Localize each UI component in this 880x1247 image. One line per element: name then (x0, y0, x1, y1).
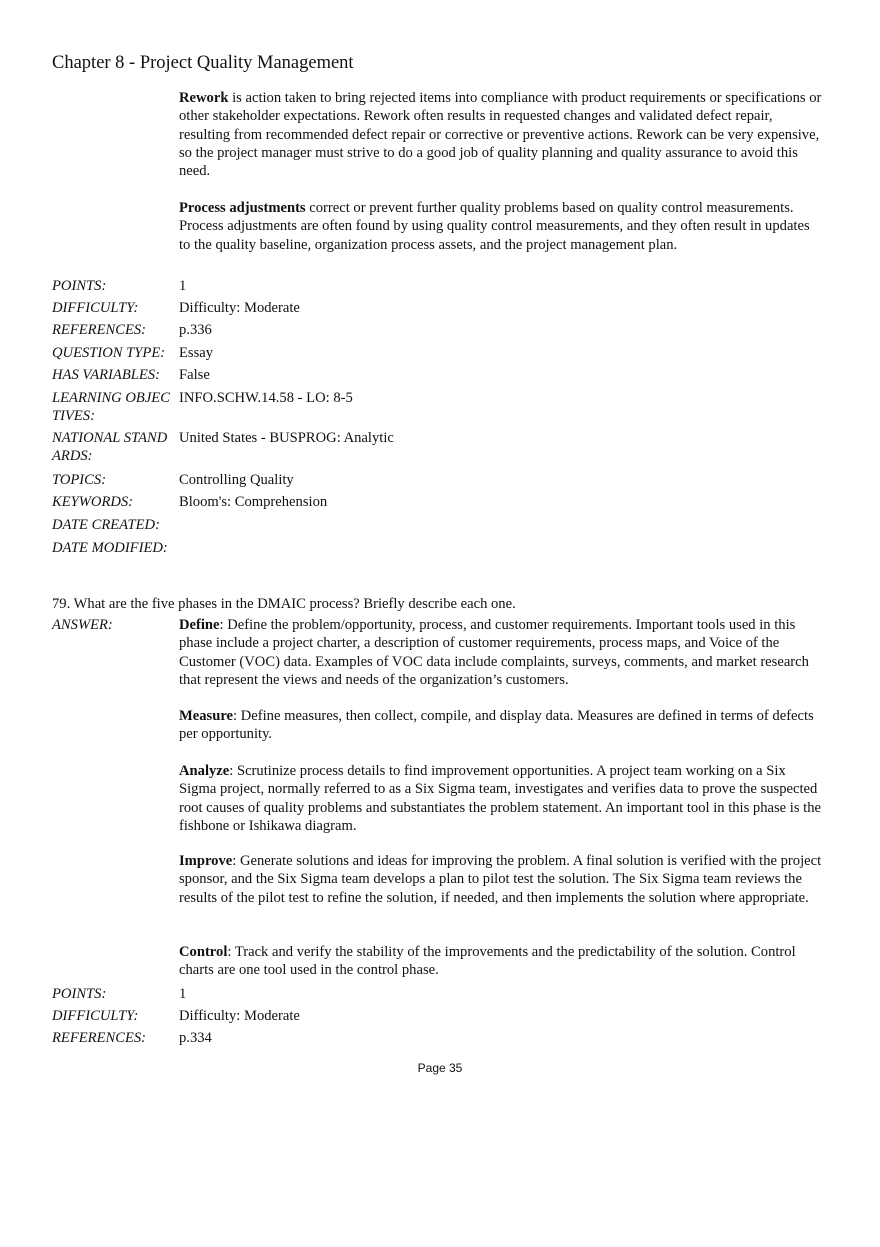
meta-value: Bloom's: Comprehension (179, 494, 328, 510)
meta-value: p.336 (179, 322, 212, 338)
process-adjustments-text: correct or prevent further quality problems based on quality control measurements. Process adjustments are often found by using quality control measurements, and they often result in updates to the quality baseline, organization process assets, and the project management plan. (179, 200, 810, 253)
meta-label: LEARNING OBJECTIVES: (52, 390, 170, 425)
meta-value: Difficulty: Moderate (179, 300, 300, 316)
meta-label: KEYWORDS: (52, 494, 134, 510)
phase-term: Improve (179, 853, 233, 869)
rework-paragraph (179, 89, 824, 180)
answer-label: ANSWER: (52, 617, 113, 633)
phase-text: : Track and verify the stability of the improvements and the predictability of the solution. Control charts are one tool used in the control phase. (179, 944, 796, 979)
phase-term: Analyze (179, 763, 230, 779)
meta-label: DATE MODIFIED: (52, 540, 168, 556)
meta-label: REFERENCES: (52, 1030, 147, 1046)
phase-control (179, 943, 824, 980)
meta-value: United States - BUSPROG: Analytic (179, 430, 394, 446)
meta-value: Essay (179, 345, 214, 361)
phase-text: : Scrutinize process details to find improvement opportunities. A project team working on a Six Sigma project, normally referred to as a Six Sigma team, investigates and verifies data to prove the suspected root causes of quality problems and substantiates the problem statement. An important tool in this phase is the fishbone or Ishikawa diagram. (179, 763, 822, 834)
meta-label: HAS VARIABLES: (52, 367, 160, 383)
phase-text: : Define measures, then collect, compile, and display data. Measures are defined in terms of defects per opportunity. (179, 708, 814, 743)
meta-value: 1 (179, 278, 187, 294)
meta-label: TOPICS: (52, 472, 107, 488)
meta-label: NATIONAL STANDARDS: (52, 430, 168, 465)
meta-value: p.334 (179, 1030, 212, 1046)
meta-label: DIFFICULTY: (52, 300, 139, 316)
phase-define (179, 616, 824, 689)
rework-text: is action taken to bring rejected items into compliance with product requirements or specifications or other stakeholder expectations. Rework often results in requested changes and validated defect repair, resulting from recommended defect repair or corrective or preventive actions. Rework can be very expensive, so the project manager must strive to do a good job of quality planning and quality assurance to avoid this need. (179, 90, 822, 180)
meta-value: Difficulty: Moderate (179, 1008, 300, 1024)
meta-value: 1 (179, 986, 187, 1002)
meta-label: POINTS: (52, 278, 107, 294)
phase-measure (179, 707, 824, 744)
phase-analyze (179, 762, 824, 835)
meta-value: INFO.SCHW.14.58 - LO: 8-5 (179, 390, 353, 406)
chapter-title: Chapter 8 - Project Quality Management (52, 53, 354, 73)
phase-text: : Generate solutions and ideas for improving the problem. A final solution is verified with the project sponsor, and the Six Sigma team develops a plan to pilot test the solution. The Six Sigma team reviews the results of the pilot test to refine the solution, if needed, and then implements the solution where appropriate. (179, 853, 822, 906)
process-adjustments-paragraph (179, 199, 824, 254)
meta-label: DIFFICULTY: (52, 1008, 139, 1024)
phase-text: : Define the problem/opportunity, process, and customer requirements. Important tools used in this phase include a project charter, a description of customer requirements, process maps, and Voice of the Customer (VOC) data. Examples of VOC data include complaints, surveys, comments, and market research that represent the views and needs of the organization’s customers. (179, 617, 809, 688)
meta-value: False (179, 367, 210, 383)
phase-term: Measure (179, 708, 234, 724)
meta-label: QUESTION TYPE: (52, 345, 166, 361)
phase-improve (179, 852, 824, 907)
page-number: Page 35 (417, 1061, 463, 1075)
meta-label: DATE CREATED: (52, 517, 160, 533)
question-79: 79. What are the five phases in the DMAIC process? Briefly describe each one. (52, 596, 516, 612)
phase-term: Define (179, 617, 220, 633)
meta-value: Controlling Quality (179, 472, 294, 488)
process-adjustments-term: Process adjustments (179, 200, 306, 216)
rework-term: Rework (179, 90, 229, 106)
phase-term: Control (179, 944, 228, 960)
meta-label: REFERENCES: (52, 322, 147, 338)
meta-label: POINTS: (52, 986, 107, 1002)
